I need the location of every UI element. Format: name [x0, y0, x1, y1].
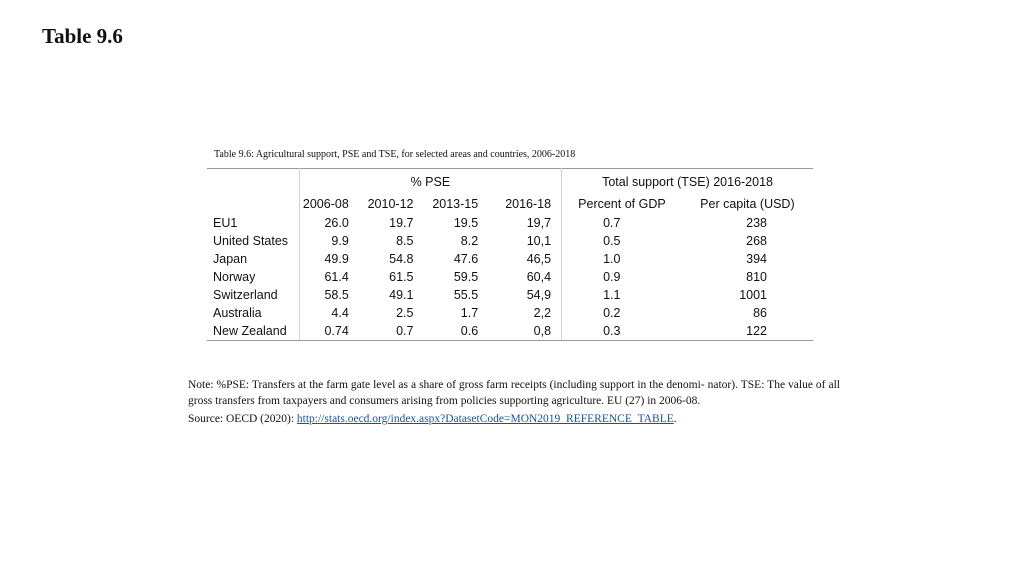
slide-title: Table 9.6	[42, 24, 123, 48]
source-prefix: Source: OECD (2020):	[188, 413, 297, 425]
value-cell: 1001	[739, 288, 767, 302]
value-cell: 8.2	[460, 234, 479, 248]
country-cell: New Zealand	[207, 322, 299, 341]
country-cell: Norway	[207, 268, 299, 286]
value-cell: 0.3	[562, 322, 682, 341]
value-cell: 60,4	[481, 268, 561, 286]
value-cell: 2.5	[396, 306, 414, 320]
country-cell: Switzerland	[207, 286, 299, 304]
value-cell: 4.4	[331, 306, 349, 320]
value-cell: 49.9	[324, 252, 349, 266]
source-link[interactable]: http://stats.oecd.org/index.aspx?DatasetCode=MON2019_REFERENCE_TABLE	[296, 413, 674, 425]
pse-group-header: % PSE	[299, 169, 561, 196]
support-table	[207, 168, 813, 341]
value-cell: 19.5	[453, 216, 479, 230]
column-header: 2013-15	[432, 197, 479, 211]
blank-header-cell	[207, 195, 299, 214]
source-suffix: .	[673, 413, 677, 425]
country-cell: United States	[207, 232, 299, 250]
value-cell: 122	[682, 322, 813, 341]
value-cell: 268	[746, 234, 767, 248]
value-cell: 49.1	[389, 288, 414, 302]
value-cell: 8.5	[396, 234, 414, 248]
value-cell: 47.6	[453, 252, 479, 266]
value-cell: 19.7	[389, 216, 414, 230]
table-row	[207, 268, 813, 286]
value-cell: 1.1	[603, 288, 621, 302]
table-row	[207, 214, 813, 232]
country-cell: Australia	[207, 304, 299, 322]
column-header: Percent of GDP	[578, 197, 666, 211]
value-cell: 0.6	[416, 322, 481, 341]
country-cell: Japan	[207, 250, 299, 268]
tse-group-header: Total support (TSE) 2016-2018	[562, 169, 813, 196]
blank-header-cell	[207, 169, 299, 196]
table-row	[207, 322, 813, 341]
value-cell: 10,1	[481, 232, 561, 250]
table-note: Note: %PSE: Transfers at the farm gate level as a share of gross farm receipts (including support in the denomi- nator). TSE: The value of all gross transfers from taxpayers and consumers arising from policies supporting agriculture. EU (27) in 2006-08.	[188, 379, 840, 407]
value-cell: 238	[746, 216, 767, 230]
value-cell: 54.8	[389, 252, 414, 266]
table-caption: Table 9.6: Agricultural support, PSE and TSE, for selected areas and countries, 2006-2018	[214, 149, 576, 160]
value-cell: 61.4	[324, 270, 349, 284]
value-cell: 59.5	[453, 270, 479, 284]
value-cell: 0.7	[352, 322, 417, 341]
value-cell: 0.2	[603, 306, 621, 320]
value-cell: 810	[746, 270, 767, 284]
value-cell: 46,5	[481, 250, 561, 268]
table-row	[207, 286, 813, 304]
value-cell: 9.9	[331, 234, 349, 248]
table-row	[207, 304, 813, 322]
value-cell: 0,8	[481, 322, 561, 341]
column-header: 2016-18	[481, 195, 561, 214]
column-header: Per capita (USD)	[700, 197, 795, 211]
value-cell: 0.7	[603, 216, 621, 230]
value-cell: 54,9	[481, 286, 561, 304]
value-cell: 55.5	[453, 288, 479, 302]
value-cell: 58.5	[324, 288, 349, 302]
table-row	[207, 232, 813, 250]
table-row	[207, 250, 813, 268]
column-header-row	[207, 195, 813, 214]
value-cell: 0.5	[603, 234, 621, 248]
value-cell: 1.7	[460, 306, 479, 320]
value-cell: 0.9	[603, 270, 621, 284]
value-cell: 394	[746, 252, 767, 266]
value-cell: 19,7	[481, 214, 561, 232]
country-cell: EU1	[207, 214, 299, 232]
value-cell: 1.0	[603, 252, 621, 266]
value-cell: 61.5	[389, 270, 414, 284]
source-line	[188, 413, 677, 425]
value-cell: 86	[753, 306, 767, 320]
value-cell: 26.0	[324, 216, 349, 230]
column-header: 2010-12	[367, 197, 414, 211]
value-cell: 2,2	[481, 304, 561, 322]
column-header: 2006-08	[302, 197, 349, 211]
value-cell: 0.74	[299, 322, 352, 341]
group-header-row	[207, 169, 813, 196]
